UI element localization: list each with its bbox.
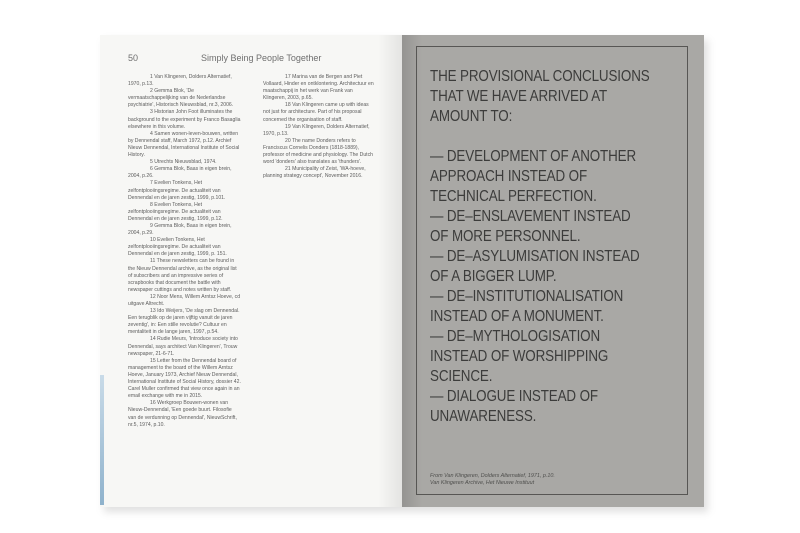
endnote: 13 Ido Weijers, 'De slag om Dennendal. Een terugblik op de jaren vijftig vanuit de jaren zeventig', in: Een stille revolutie? Cultuur en mentaliteit in de lange jaren, 1997, p.54. xyxy=(128,308,240,336)
left-page xyxy=(100,35,402,507)
endnote: 12 Noor Mens, Willem Arntsz Hoeve, cd uitgave Altrecht. xyxy=(128,293,241,307)
quote-line: INSTEAD OF WORSHIPPING xyxy=(430,348,609,365)
quote-line: — DEVELOPMENT OF ANOTHER xyxy=(430,148,637,165)
endnote: 6 Gemma Blok, Baas in eigen brein, 2004, p.26. xyxy=(128,166,232,180)
quote-line: — DE–INSTITUTIONALISATION xyxy=(430,288,624,305)
endnote: 2 Gemma Blok, 'De vermaatschappelijking van de Nederlandse psychiatrie', Historisch Nieuwsblad, nr.3, 2006. xyxy=(128,88,234,109)
quote-line: AMOUNT TO: xyxy=(430,108,513,125)
quote-line: SCIENCE. xyxy=(430,368,493,385)
endnote: 18 Van Klingeren came up with ideas not just for architecture. Part of his proposal concerned the organisation of staff. xyxy=(263,102,369,123)
quote-line: INSTEAD OF A MONUMENT. xyxy=(430,308,604,325)
endnotes-column-1 xyxy=(128,74,241,429)
quote-line: UNAWARENESS. xyxy=(430,408,537,425)
quote-line: TECHNICAL PERFECTION. xyxy=(430,188,597,205)
page-edge-tint xyxy=(100,375,104,505)
right-page xyxy=(402,35,704,507)
quote-line: — DE–ASYLUMISATION INSTEAD xyxy=(430,248,640,265)
endnote: 17 Marina van de Bergen and Piet Vollaard, Hinder en ontklontering. Architectuur en maatschappij in het werk van Frank van Klingeren, 2003, p.65. xyxy=(263,74,374,102)
endnote: 7 Evelien Tonkens, Het zelfontplooiingsregime. De actualiteit van Dennendal en de jaren zestig, 1999, p.101. xyxy=(128,180,226,201)
endnote: 4 Samen wonen-leven-bouwen, written by Dennendal staff, March 1972, p.12. Archief Nieuw Dennendal, International Institute of Social History. xyxy=(128,130,240,159)
endnote: 19 Van Klingeren, Dolders Alternatief, 1970, p.13. xyxy=(263,123,370,137)
quote-line: OF MORE PERSONNEL. xyxy=(430,228,581,245)
quote-line: THAT WE HAVE ARRIVED AT xyxy=(430,88,608,105)
endnote: 11 These newsletters can be found in the Nieuw Dennendal archive, as the original list of subscribers and an impressive series of scrapbooks that document the battle with newspaper cuttings and notes written by staff. xyxy=(128,258,237,293)
quote-line: OF A BIGGER LUMP. xyxy=(430,268,557,285)
quote-block xyxy=(430,67,650,427)
endnote: 16 Werkgroep Bouwen-wonen van Nieuw-Dennendal, 'Een goede buurt. Filosofie van de verdunning op Dennendal', NieuwSchrift, nr.5, 1974, p.10. xyxy=(128,400,237,428)
quote-line: — DE–MYTHOLOGISATION xyxy=(430,328,601,345)
running-head: Simply Being People Together xyxy=(201,53,322,63)
open-book xyxy=(100,35,704,507)
endnote: 20 The name Donders refers to Franciscus Cornelis Donders (1818-1889), professor of medicine and physiology. The Dutch word 'donders' also translates as 'thunders'. xyxy=(263,137,373,166)
endnote: 21 Municipality of Zeist, 'WA-hoeve, planning strategy concept', November 2016. xyxy=(263,166,366,180)
quote-line: — DE–ENSLAVEMENT INSTEAD xyxy=(430,208,631,225)
endnote: 15 Letter from the Dennendal board of management to the board of the Willem Arntsz Hoeve, January 1973, Archief Nieuw Dennendal, International Institute of Social History, dossier 42. Carel Muller confirmed that view once again in an email exchange with me in 2015. xyxy=(128,357,241,400)
endnote: 5 Utrechts Nieuwsblad, 1974. xyxy=(150,159,217,166)
endnote: 9 Gemma Blok, Baas in eigen brein, 2004, p.29. xyxy=(128,222,232,237)
page-number: 50 xyxy=(128,53,139,63)
endnote: 3 Historian John Foot illuminates the background to the experiment by Franco Basaglia elsewhere in this volume. xyxy=(128,109,241,130)
endnote: 10 Evelien Tonkens, Het zelfontplooiingsregime. De actualiteit van Dennendal en de jaren zestig, 1999, p. 151. xyxy=(128,237,227,258)
quote-credit xyxy=(430,473,670,487)
endnote: 1 Van Klingeren, Dolders Alternatief, 1970, p.13. xyxy=(128,74,232,88)
endnote: 8 Evelien Tonkens, Het zelfontplooiingsregime. De actualiteit van Dennendal en de jaren zestig, 1999, p.12. xyxy=(128,201,223,222)
credit-source: From Van Klingeren, Dolders Alternatief, 1971, p.10. xyxy=(430,473,555,479)
quote-line: THE PROVISIONAL CONCLUSIONS xyxy=(430,68,650,85)
endnotes-column-2 xyxy=(263,74,376,180)
credit-archive: Van Klingeren Archive, Het Nieuwe Instituut xyxy=(430,480,535,486)
quote-line: APPROACH INSTEAD OF xyxy=(430,168,588,185)
quote-line: — DIALOGUE INSTEAD OF xyxy=(430,388,598,405)
endnote: 14 Rudie Meurs, 'Introduce society into Dennendal, says architect Van Klingeren', Trouw newspaper, 21-6-71. xyxy=(128,336,238,357)
